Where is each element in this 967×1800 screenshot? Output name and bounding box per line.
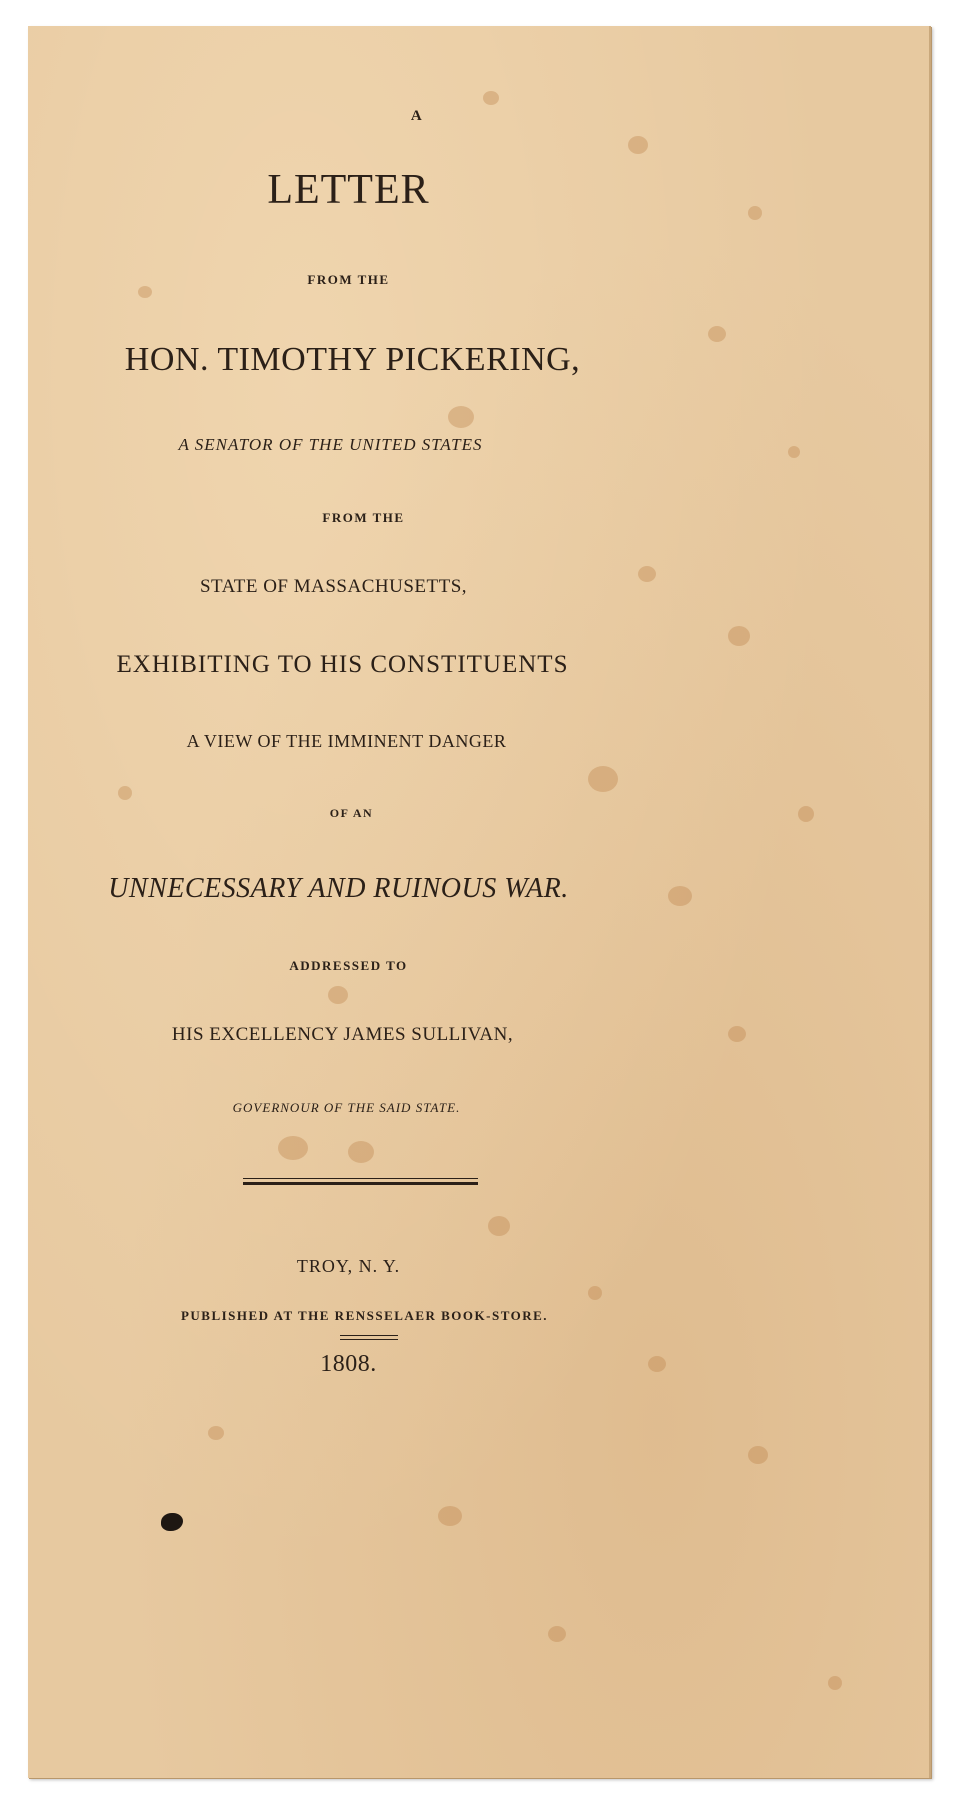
imprint-year: 1808. bbox=[320, 1351, 377, 1377]
imprint-place: TROY, N. Y. bbox=[296, 1256, 401, 1276]
view-line: A VIEW OF THE IMMINENT DANGER bbox=[186, 731, 507, 751]
title-heading: LETTER bbox=[267, 167, 430, 213]
title-article: A bbox=[410, 108, 423, 124]
divider-rule bbox=[243, 1182, 478, 1185]
imprint-rule-1 bbox=[340, 1335, 398, 1336]
recipient-title-line: GOVERNOUR OF THE SAID STATE. bbox=[232, 1100, 461, 1115]
imprint-rule-2 bbox=[340, 1339, 398, 1340]
of-an-line: OF AN bbox=[329, 806, 374, 820]
exhibiting-line: EXHIBITING TO HIS CONSTITUENTS bbox=[116, 651, 569, 678]
from-the-line-2: FROM THE bbox=[322, 510, 405, 525]
divider-rule-top bbox=[243, 1178, 478, 1179]
recipient-line: HIS EXCELLENCY JAMES SULLIVAN, bbox=[171, 1024, 514, 1045]
author-office: A SENATOR OF THE UNITED STATES bbox=[178, 435, 483, 454]
war-line: UNNECESSARY AND RUINOUS WAR. bbox=[108, 873, 569, 904]
author-name: HON. TIMOTHY PICKERING, bbox=[124, 341, 581, 378]
title-page bbox=[28, 26, 931, 1778]
addressed-to-line: ADDRESSED TO bbox=[289, 958, 408, 973]
state-name: STATE OF MASSACHUSETTS, bbox=[199, 576, 468, 597]
from-the-line-1: FROM THE bbox=[307, 272, 390, 287]
imprint-publisher: PUBLISHED AT THE RENSSELAER BOOK-STORE. bbox=[180, 1308, 549, 1323]
